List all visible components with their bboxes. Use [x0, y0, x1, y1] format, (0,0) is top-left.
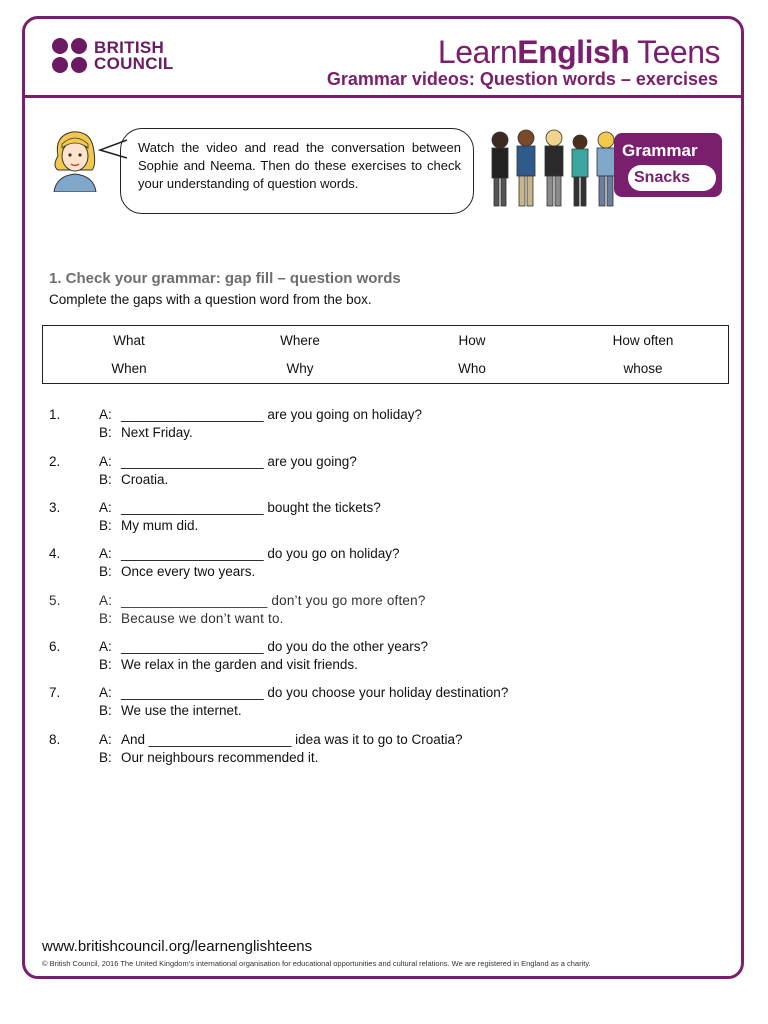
badge-cloud	[628, 165, 716, 191]
badge-bottom-label: Snacks	[634, 169, 691, 186]
british-council-dots-icon	[52, 38, 87, 73]
question-answer: Our neighbours recommended it.	[121, 750, 319, 765]
question-prompt: ___________________ don’t you go more often?	[121, 593, 426, 608]
question-prompt: And ___________________ idea was it to go to Croatia?	[121, 732, 463, 747]
question-answer: Once every two years.	[121, 564, 256, 579]
word-box	[42, 325, 729, 384]
question-answer: We use the internet.	[121, 703, 242, 718]
page-subtitle: Grammar videos: Question words – exercises	[326, 69, 718, 89]
learnenglish-teens-logo: LearnEnglish Teens	[437, 34, 720, 70]
question-prompt: ___________________ do you choose your holiday destination?	[121, 685, 509, 700]
footer-url: www.britishcouncil.org/learnenglishteens	[42, 938, 313, 955]
teens-characters-icon	[484, 126, 624, 210]
question-prompt: ___________________ do you do the other years?	[121, 639, 429, 654]
word-box-item: Who	[458, 361, 486, 376]
section-title: 1. Check your grammar: gap fill – question words	[49, 270, 401, 287]
word-box-item: Why	[286, 361, 314, 376]
word-box-item: When	[111, 361, 147, 376]
question-prompt: ___________________ do you go on holiday?	[121, 546, 400, 561]
badge-top-label: Grammar	[622, 141, 698, 160]
question-answer: Because we don’t want to.	[121, 611, 284, 626]
question-answer: My mum did.	[121, 518, 199, 533]
british-council-logo	[52, 38, 174, 73]
section-instruction: Complete the gaps with a question word from the box.	[49, 292, 372, 307]
question-prompt: ___________________ are you going?	[121, 454, 357, 469]
footer-copyright: © British Council, 2016 The United Kingdom’s international organisation for educational opportunities and cultural relations. We are registered in England as a charity.	[42, 959, 591, 968]
sophie-avatar-icon	[48, 126, 102, 192]
grammar-snacks-badge	[614, 133, 722, 197]
british-council-wordmark: BRITISH COUNCIL	[94, 37, 174, 73]
intro-speech-bubble: Watch the video and read the conversation between Sophie and Neema. Then do these exercises to check your understanding of question words.	[120, 128, 474, 214]
word-box-item: whose	[623, 361, 663, 376]
word-box-item: How	[458, 333, 486, 348]
word-box-item: How often	[612, 333, 674, 348]
header-divider	[22, 95, 744, 98]
question-answer: Next Friday.	[121, 425, 193, 440]
word-box-item: What	[113, 333, 145, 348]
question-answer: Croatia.	[121, 472, 169, 487]
question-prompt: ___________________ bought the tickets?	[121, 500, 381, 515]
question-prompt: ___________________ are you going on holiday?	[121, 407, 423, 422]
word-box-item: Where	[280, 333, 320, 348]
question-answer: We relax in the garden and visit friends.	[121, 657, 358, 672]
